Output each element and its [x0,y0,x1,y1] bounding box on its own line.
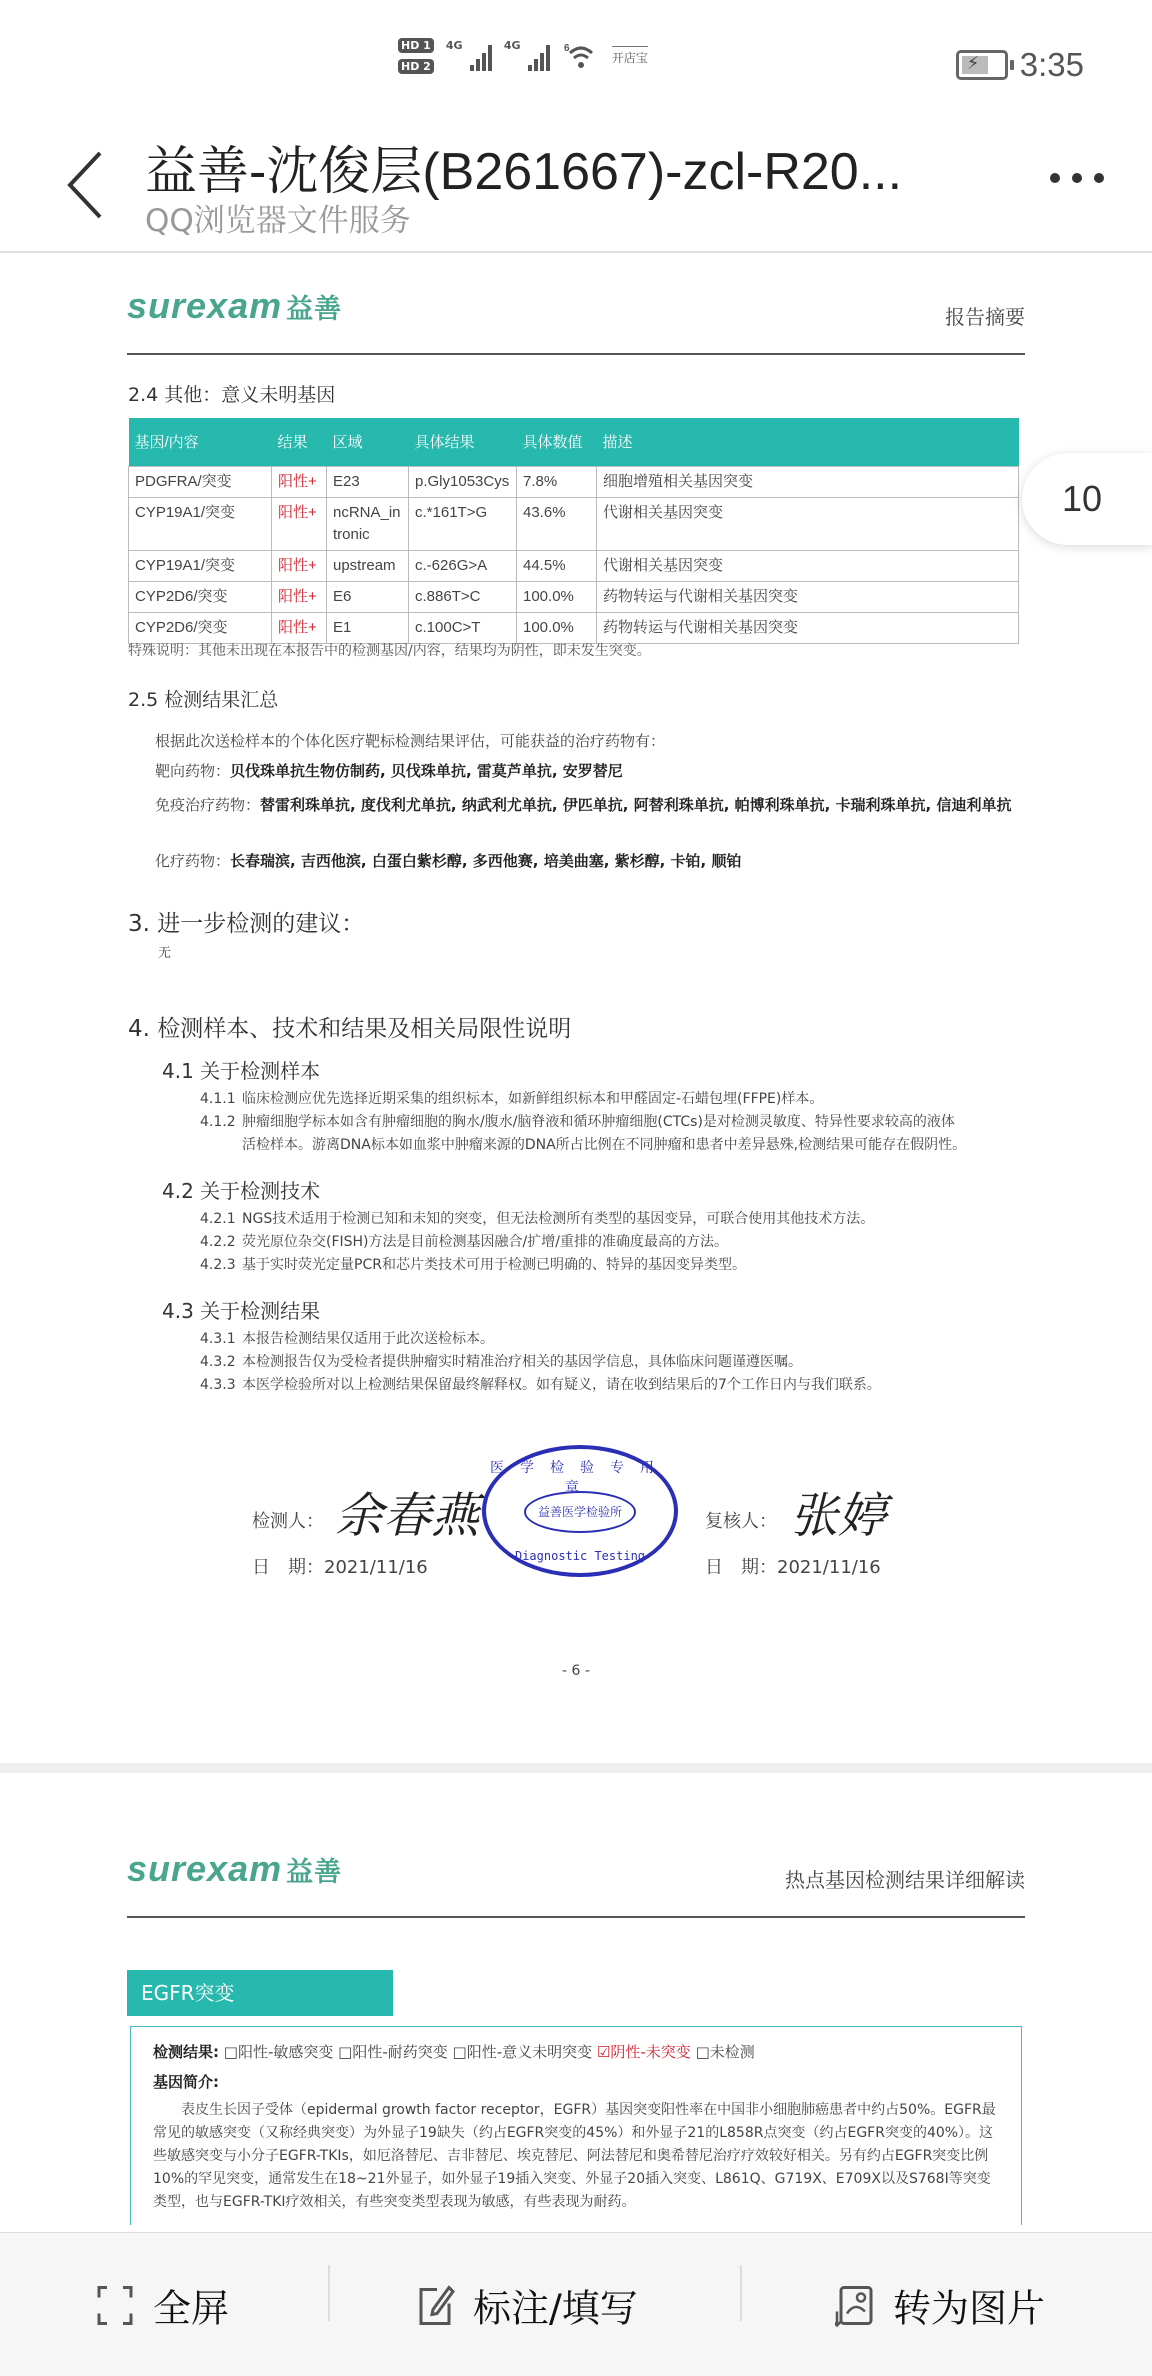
chemo-drugs: 化疗药物：长春瑞滨, 吉西他滨, 白蛋白紫杉醇, 多西他赛, 培美曲塞, 紫杉醇, 卡铂, 顺铂 [155,852,742,870]
table-row: CYP19A1/突变 阳性+ ncRNA_intronic c.*161T>G 43.6% 代谢相关基因突变 [129,497,1019,550]
toolbar-divider [740,2265,742,2321]
list-item: 4.3.1 本报告检测结果仅适用于此次送检标本。 [200,1331,494,1347]
gene-intro-label: 基因简介: [153,2073,219,2091]
section-4-title: 4. 检测样本、技术和结果及相关局限性说明 [128,1016,572,1042]
table-row: CYP19A1/突变 阳性+ upstream c.-626G>A 44.5% 代谢相关基因突变 [129,550,1019,581]
wifi-icon [564,41,598,71]
list-item: 4.2.1 NGS技术适用于检测已知和未知的突变，但无法检测所有类型的基因变异，可联合使用其他技术方法。 [200,1211,875,1227]
tester-date: 日 期：2021/11/16 [252,1557,428,1578]
convert-to-image-button[interactable]: 转为图片 [835,2278,1045,2333]
tester-label: 检测人： [252,1511,324,1532]
section-4-2-title: 4.2 关于检测技术 [162,1179,321,1203]
section-2-5-title: 2.5 检测结果汇总 [128,689,279,711]
table-header: 基因/内容 结果 区域 具体结果 具体数值 描述 [129,418,1019,466]
table-row: CYP2D6/突变 阳性+ E1 c.100C>T 100.0% 药物转运与代谢相关基因突变 [129,612,1019,643]
page-number: - 6 - [562,1663,590,1679]
status-bar [0,0,1152,130]
letterhead-section: 报告摘要 [945,305,1025,329]
page-letterhead [127,1848,1025,1918]
section-4-3-title: 4.3 关于检测结果 [162,1299,321,1323]
section-4-1-title: 4.1 关于检测样本 [162,1059,321,1083]
sim2-icon: HD 2 [398,59,434,74]
option-sensitive: □阳性-敏感突变 [223,2043,334,2061]
image-convert-icon [835,2283,875,2327]
section-2-4-title: 2.4 其他：意义未明基因 [128,384,336,406]
egfr-section-tab: EGFR突变 [127,1970,393,2016]
document-viewer[interactable] [0,255,1152,2225]
fullscreen-button[interactable]: 全屏 [95,2278,229,2333]
page-indicator[interactable]: 10 [1022,453,1152,545]
list-item: 4.2.3 基于实时荧光定量PCR和芯片类技术可用于检测已明确的、特异的基因变异类型。 [200,1257,746,1273]
document-title: 益善-沈俊层(B261667)-zcl-R20... [145,143,903,201]
section-3-title: 3. 进一步检测的建议： [128,911,365,937]
sim1-icon: HD 1 [398,38,434,53]
tester-signature: 余春燕 [335,1488,480,1544]
reviewer-date: 日 期：2021/11/16 [705,1557,881,1578]
surexam-logo: surexam 益善 [127,285,343,326]
list-item: 4.2.2 荧光原位杂交(FISH)方法是目前检测基因融合/扩增/重排的准确度最高的方法。 [200,1234,728,1250]
list-item: 4.3.3 本医学检验所对以上检测结果保留最终解释权。如有疑义，请在收到结果后的7个工作日内与我们联系。 [200,1377,881,1393]
fullscreen-icon [95,2283,135,2327]
annotate-button[interactable]: 标注/填写 [415,2278,638,2333]
app-header [0,125,1152,253]
gene-table [128,418,1019,644]
sim-indicators [398,38,434,74]
detection-result: 检测结果: □阳性-敏感突变 □阳性-耐药突变 □阳性-意义未明突变 ☑阴性-未突变 □未检测 [153,2043,755,2061]
chevron-left-icon[interactable] [62,145,112,225]
list-item: 4.1.1 临床检测应优先选择近期采集的组织标本，如新鲜组织标本和甲醛固定-石蜡包埋(FFPE)样本。 [200,1091,824,1107]
svg-text:6: 6 [563,43,570,54]
option-not-tested: □未检测 [695,2043,755,2061]
clock: 3:35 [1019,46,1084,83]
targeted-drugs: 靶向药物：贝伐珠单抗生物仿制药, 贝伐珠单抗, 雷莫芦单抗, 安罗替尼 [155,762,623,780]
list-item-continuation: 活检样本。游离DNA标本如血浆中肿瘤来源的DNA所占比例在不同肿瘤和患者中差异悬殊,检测结果可能存在假阴性。 [242,1137,967,1153]
edit-icon [415,2283,455,2327]
option-negative-checked: ☑阴性-未突变 [596,2043,691,2061]
reviewer-signature: 张婷 [790,1488,887,1544]
reviewer-label: 复核人： [705,1511,777,1532]
bottom-toolbar [0,2232,1152,2376]
section-3-content: 无 [158,946,172,961]
toolbar-divider [328,2265,330,2321]
letterhead-section: 热点基因检测结果详细解读 [785,1868,1025,1892]
egfr-result-box [130,2026,1022,2225]
immuno-drugs: 免疫治疗药物：替雷利珠单抗, 度伐利尤单抗, 纳武利尤单抗, 伊匹单抗, 阿替利珠单抗, 帕博利珠单抗, 卡瑞利珠单抗, 信迪利单抗 [155,796,1012,814]
cellular-signal-icon: 4G [448,41,492,71]
special-note: 特殊说明：其他未出现在本报告中的检测基因/内容，结果均为阴性，即未发生突变。 [128,643,651,659]
table-row: PDGFRA/突变 阳性+ E23 p.Gly1053Cys 7.8% 细胞增殖相关基因突变 [129,466,1019,497]
list-item: 4.3.2 本检测报告仅为受检者提供肿瘤实时精准治疗相关的基因学信息，具体临床问题谨遵医嘱。 [200,1354,802,1370]
option-resistant: □阳性-耐药突变 [338,2043,448,2061]
surexam-logo: surexam 益善 [127,1848,343,1889]
option-unknown: □阳性-意义未明突变 [452,2043,593,2061]
page-letterhead [127,285,1025,355]
gene-intro-text: 表皮生长因子受体（epidermal growth factor receptor，EGFR）基因突变阳性率在中国非小细胞肺癌患者中约占50%。EGFR最常见的敏感突变（又称经典突变）为外显子19缺失（约占EGFR突变的45%）和外显子21的L858R点突变（约占EGFR突变的40%）。这些敏感突变与小分子EGFR-TKIs，如厄洛替尼、吉非替尼、埃克替尼、阿法替尼和奥希替尼治疗疗效较好相关。另有约占EGFR突变比例10%的罕见突变，通常发生在18~21外显子，如外显子19插入突变、外显子20插入突变、L861Q、G719X、E709X以及S768I等突变类型，也与EGFR-TKI疗效相关，有些突变类型表现为敏感，有些表现为耐药。 [153,2102,996,2210]
list-item: 4.1.2 肿瘤细胞学标本如含有肿瘤细胞的胸水/腹水/脑脊液和循环肿瘤细胞(CTCs)是对检测灵敏度、特异性要求较高的液体 [200,1114,955,1130]
official-stamp: 医学检验专用章 益善医学检验所 Diagnostic Testing [482,1445,678,1577]
page-6 [0,255,1152,1763]
table-row: CYP2D6/突变 阳性+ E6 c.886T>C 100.0% 药物转运与代谢相关基因突变 [129,581,1019,612]
more-options-icon[interactable] [1050,173,1104,183]
summary-intro: 根据此次送检样本的个体化医疗靶标检测结果评估，可能获益的治疗药物有： [155,732,666,750]
document-source: QQ浏览器文件服务 [145,203,411,239]
page-7 [0,1773,1152,2225]
battery-charging-icon: ⚡ [956,50,1008,80]
page-divider [0,1763,1152,1773]
cellular-signal-icon-2: 4G [506,41,550,71]
app-notification-icon: 开店宝 [612,46,648,66]
